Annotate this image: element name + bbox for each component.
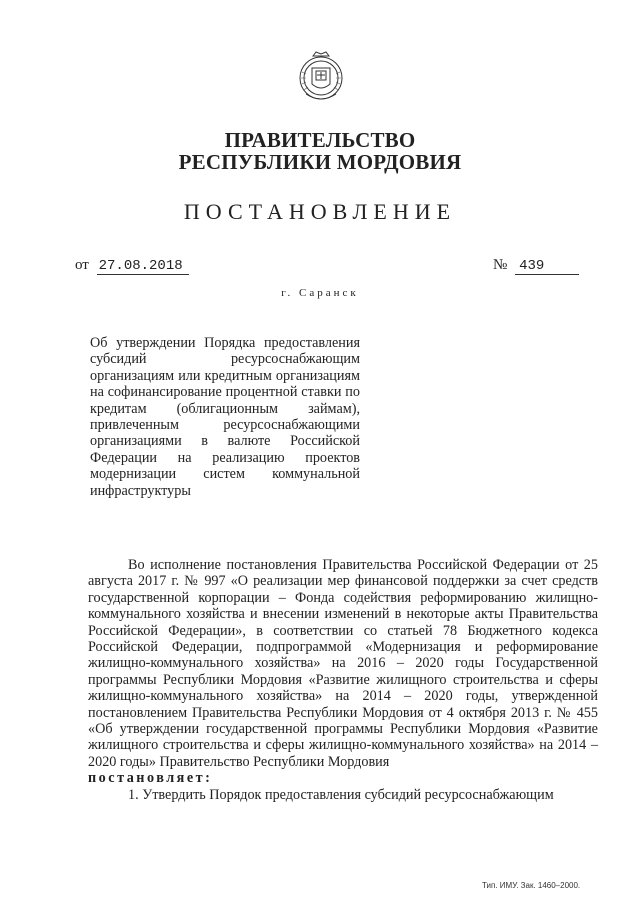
list-item: 1. Утвердить Порядок предоставления субсидий ресурсоснабжающим: [128, 786, 554, 803]
organization-title-line1: ПРАВИТЕЛЬСТВО: [224, 128, 416, 152]
document-type-title: ПОСТАНОВЛЕНИЕ: [183, 199, 457, 224]
decree-line: [88, 770, 598, 786]
city-label: г. Саранск: [281, 287, 359, 299]
coat-of-arms-emblem: [296, 50, 346, 110]
date-field: [75, 257, 189, 275]
number-field: [493, 257, 579, 275]
number-value: 439: [515, 258, 579, 275]
preamble-paragraph: [88, 557, 598, 770]
number-prefix: №: [493, 257, 508, 273]
organization-title-line2: РЕСПУБЛИКИ МОРДОВИЯ: [178, 150, 462, 174]
date-prefix: от: [75, 257, 89, 273]
document-body: [88, 557, 598, 803]
decree-word: постановляет:: [88, 770, 213, 787]
date-value: 27.08.2018: [97, 258, 189, 275]
preamble-text: Во исполнение постановления Правительства Российской Федерации от 25 августа 2017 г. № 997 «О реализации мер финансовой поддержки за счет средств государственной корпорации – Фонда содействия реформированию жилищно-коммунального хозяйства и внесении изменений в некоторые акты Правительства Российской Федерации», в соответствии со статьей 78 Бюджетного кодекса Российской Федерации, подпрограммой «Модернизация и реформирование жилищно-коммунального хозяйства» на 2016 – 2020 годы Государственной программы Республики Мордовия «Развитие жилищного строительства и сферы жилищно-коммунального хозяйства» на 2014 – 2020 годы, утвержденной постановлением Правительства Республики Мордовия от 4 октября 2013 г. № 455 «Об утверждении государственной программы Республики Мордовия «Развитие жилищного строительства и сферы жилищно-коммунального хозяйства» на 2014 – 2020 годы» Правительство Республики Мордовия: [88, 557, 598, 770]
document-subject: Об утверждении Порядка предоставления субсидий ресурсоснабжающим организациям или кредитным организациям на софинансирование процентной ставки по кредитам (облигационным займам), привлеченным ресурсоснабжающими организациями в валюте Российской Федерации на реализацию проектов модернизации систем коммунальной инфраструктуры: [90, 335, 360, 499]
print-mark: Тип. ИМУ. Зак. 1460–2000.: [482, 881, 581, 890]
